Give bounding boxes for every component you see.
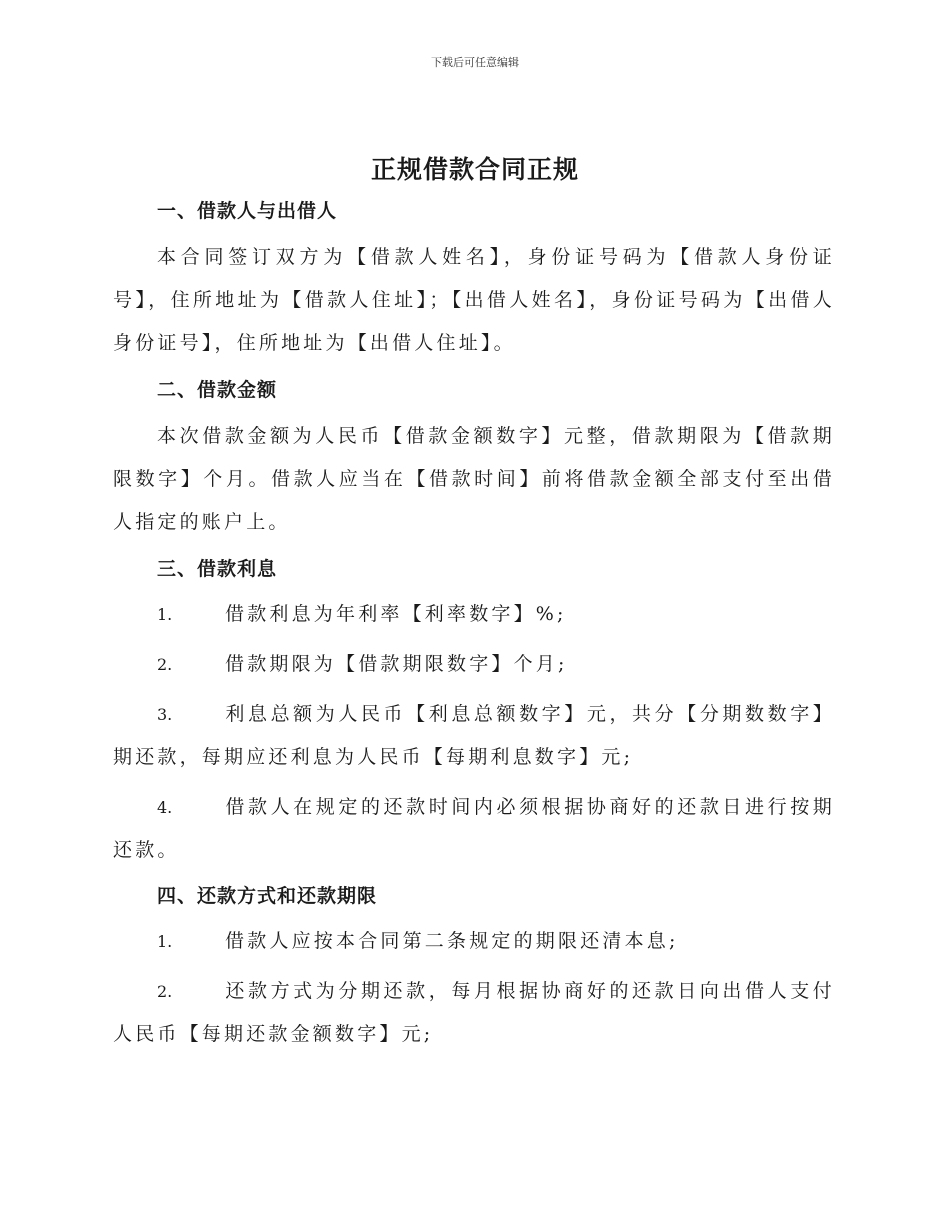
section-loan-interest <box>113 552 835 872</box>
list-item-number: 4. <box>157 798 173 817</box>
list-item <box>113 693 835 779</box>
list-item <box>113 593 835 636</box>
document-title: 正规借款合同正规 <box>370 155 579 184</box>
section-heading: 四、还款方式和还款期限 <box>157 885 378 907</box>
document-body <box>113 194 835 1063</box>
section-heading: 一、借款人与出借人 <box>157 200 338 222</box>
list-item-text: 还款方式为分期还款，每月根据协商好的还款日向出借人支付人民币【每期还款金额数字】元; <box>113 980 835 1045</box>
list-item-number: 2. <box>157 982 173 1001</box>
list-item-text: 借款利息为年利率【利率数字】%; <box>225 603 567 625</box>
list-item-number: 1. <box>157 605 173 624</box>
section-paragraph: 本合同签订双方为【借款人姓名】，身份证号码为【借款人身份证号】，住所地址为【借款人住址】；【出借人姓名】，身份证号码为【出借人身份证号】，住所地址为【出借人住址】。 <box>113 246 835 354</box>
section-repayment <box>113 879 835 1056</box>
list-item-text: 借款期限为【借款期限数字】个月; <box>225 653 568 675</box>
header-note: 下载后可任意编辑 <box>431 56 519 69</box>
list-item <box>113 643 835 686</box>
section-loan-amount <box>113 373 835 544</box>
section-borrower-lender <box>113 194 835 365</box>
list-item-number: 3. <box>157 705 173 724</box>
list-item-number: 2. <box>157 655 173 674</box>
section-paragraph: 本次借款金额为人民币【借款金额数字】元整，借款期限为【借款期限数字】个月。借款人应当在【借款时间】前将借款金额全部支付至出借人指定的账户上。 <box>113 425 835 533</box>
section-heading: 三、借款利息 <box>157 558 278 580</box>
list-item-number: 1. <box>157 932 173 951</box>
section-heading: 二、借款金额 <box>157 379 278 401</box>
list-item <box>113 920 835 963</box>
list-item <box>113 970 835 1056</box>
list-item-text: 利息总额为人民币【利息总额数字】元，共分【分期数数字】期还款，每期应还利息为人民币【每期利息数字】元; <box>113 703 835 768</box>
list-item <box>113 786 835 872</box>
list-item-text: 借款人在规定的还款时间内必须根据协商好的还款日进行按期还款。 <box>113 796 835 861</box>
list-item-text: 借款人应按本合同第二条规定的期限还清本息; <box>225 930 679 952</box>
